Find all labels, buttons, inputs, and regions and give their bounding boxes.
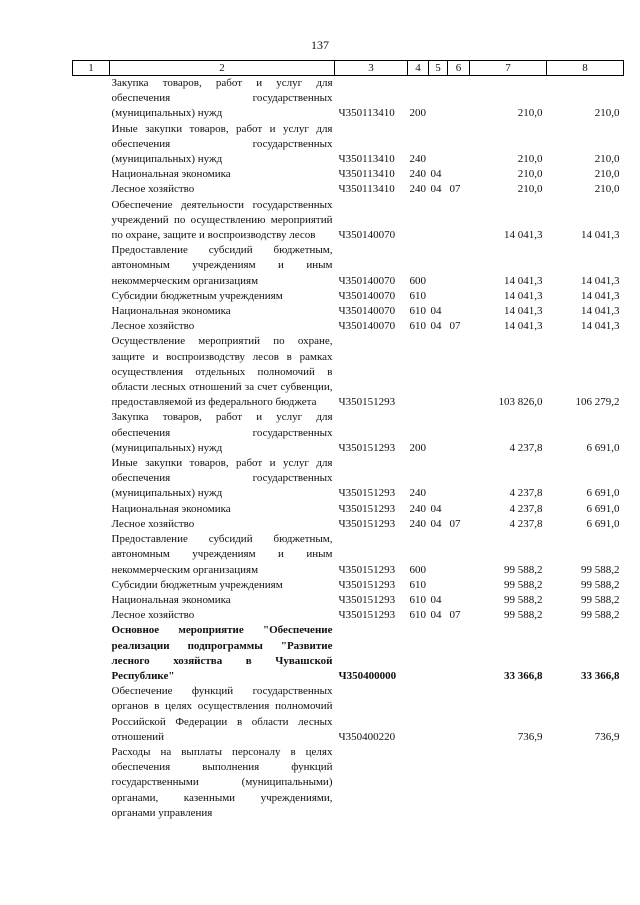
description-cell: Национальная экономика — [111, 305, 231, 318]
expense-type-cell: 200 — [409, 441, 426, 454]
amount-col7-cell: 99 588,2 — [504, 593, 543, 606]
section-cell — [429, 578, 448, 593]
section-cell — [429, 410, 448, 456]
subsection-cell — [448, 578, 470, 593]
expense-type-cell: 240 — [409, 153, 426, 166]
expense-type-cell: 610 — [409, 289, 426, 302]
column-header-1: 1 — [73, 61, 110, 76]
expense-type-cell: 200 — [409, 107, 426, 120]
table-row — [73, 319, 624, 334]
target-code-cell: Ч350151293 — [338, 578, 396, 591]
amount-col8-cell: 210,0 — [594, 183, 620, 196]
column-header-4: 4 — [408, 61, 429, 76]
description-cell: Лесное хозяйство — [111, 517, 195, 530]
page-number: 137 — [311, 38, 329, 52]
description-cell: Иные закупки товаров, работ и услуг для обеспечения государственных (муниципальных) нужд — [111, 122, 333, 166]
section-cell: 04 — [430, 183, 442, 196]
amount-col8-cell: 99 588,2 — [581, 578, 620, 591]
target-code-cell: Ч350140070 — [338, 305, 396, 318]
target-code-cell: Ч350140070 — [338, 274, 396, 287]
amount-col8-cell: 99 588,2 — [581, 609, 620, 622]
subsection-cell — [448, 684, 470, 745]
expense-type-cell — [408, 684, 429, 745]
expense-type-cell: 610 — [409, 609, 426, 622]
target-code-cell — [335, 745, 408, 821]
table-row — [73, 593, 624, 608]
description-cell: Осуществление мероприятий по охране, защите и воспроизводству лесов в рамках осуществления отдельных полномочий в области лесных отношений за счет субвенции, предоставляемой из федерального бюджета — [111, 335, 333, 409]
expense-type-cell: 240 — [409, 487, 426, 500]
amount-col7-cell: 14 041,3 — [504, 289, 543, 302]
amount-col8-cell: 6 691,0 — [586, 517, 620, 530]
amount-col7-cell: 4 237,8 — [509, 502, 543, 515]
expense-type-cell — [408, 334, 429, 410]
description-cell: Лесное хозяйство — [111, 609, 195, 622]
section-cell — [429, 76, 448, 122]
target-code-cell: Ч350113410 — [338, 153, 395, 166]
expense-type-cell: 240 — [409, 517, 426, 530]
subsection-cell — [448, 122, 470, 168]
row-number-cell — [73, 608, 110, 623]
table-row — [73, 532, 624, 578]
amount-col8-cell: 736,9 — [594, 730, 620, 743]
amount-col8-cell: 106 279,2 — [575, 396, 620, 409]
row-number-cell — [73, 623, 110, 684]
amount-col8-cell: 210,0 — [594, 168, 620, 181]
section-cell: 04 — [430, 502, 442, 515]
subsection-cell — [448, 76, 470, 122]
subsection-cell — [448, 289, 470, 304]
amount-col7-cell: 4 237,8 — [509, 441, 543, 454]
expense-type-cell — [408, 745, 429, 821]
table-row — [73, 578, 624, 593]
amount-col7-cell — [470, 745, 547, 821]
section-cell — [429, 745, 448, 821]
subsection-cell — [448, 502, 470, 517]
target-code-cell: Ч350151293 — [338, 609, 396, 622]
description-cell: Обеспечение функций государственных органов в целях осуществления полномочий Российской Федерации в области лесных отношений — [111, 685, 333, 743]
amount-col7-cell: 14 041,3 — [504, 229, 543, 242]
target-code-cell: Ч350400000 — [338, 669, 397, 682]
expense-type-cell: 240 — [409, 183, 426, 196]
row-number-cell — [73, 410, 110, 456]
section-cell — [429, 198, 448, 244]
amount-col8-cell: 33 366,8 — [581, 669, 620, 682]
table-row — [73, 334, 624, 410]
column-header-8: 8 — [547, 61, 624, 76]
target-code-cell: Ч350400220 — [338, 730, 396, 743]
expense-type-cell — [408, 623, 429, 684]
expense-type-cell: 610 — [409, 578, 426, 591]
target-code-cell: Ч350140070 — [338, 229, 396, 242]
row-number-cell — [73, 456, 110, 502]
table-row — [73, 289, 624, 304]
description-cell: Национальная экономика — [111, 593, 231, 606]
table-row — [73, 167, 624, 182]
section-cell: 04 — [430, 320, 442, 333]
column-header-5: 5 — [429, 61, 448, 76]
row-number-cell — [73, 502, 110, 517]
description-cell: Субсидии бюджетным учреждениям — [111, 289, 283, 302]
target-code-cell: Ч350113410 — [338, 183, 395, 196]
amount-col7-cell: 99 588,2 — [504, 578, 543, 591]
description-cell: Предоставление субсидий бюджетным, автономным учреждениям и иным некоммерческим организациям — [111, 533, 333, 576]
amount-col7-cell: 4 237,8 — [509, 517, 543, 530]
section-cell — [429, 456, 448, 502]
subsection-cell — [448, 167, 470, 182]
amount-col7-cell: 14 041,3 — [504, 305, 543, 318]
description-cell: Основное мероприятие "Обеспечение реализации подпрограммы "Развитие лесного хозяйства в Чувашской Республике" — [111, 624, 333, 682]
row-number-cell — [73, 182, 110, 197]
row-number-cell — [73, 122, 110, 168]
subsection-cell — [448, 532, 470, 578]
description-cell: Лесное хозяйство — [111, 320, 195, 333]
amount-col8-cell: 14 041,3 — [581, 320, 620, 333]
target-code-cell: Ч350140070 — [338, 289, 396, 302]
row-number-cell — [73, 289, 110, 304]
expense-type-cell: 240 — [409, 502, 426, 515]
amount-col8-cell: 6 691,0 — [586, 487, 620, 500]
amount-col7-cell: 210,0 — [517, 153, 543, 166]
row-number-cell — [73, 304, 110, 319]
amount-col7-cell: 210,0 — [517, 183, 543, 196]
amount-col7-cell: 736,9 — [517, 730, 543, 743]
amount-col8-cell: 14 041,3 — [581, 229, 620, 242]
subsection-cell — [448, 334, 470, 410]
target-code-cell: Ч350151293 — [338, 396, 396, 409]
target-code-cell: Ч350113410 — [338, 107, 395, 120]
subsection-cell — [448, 456, 470, 502]
description-cell: Лесное хозяйство — [111, 183, 195, 196]
column-header-2: 2 — [110, 61, 335, 76]
description-cell: Национальная экономика — [111, 168, 231, 181]
subsection-cell — [448, 243, 470, 289]
column-header-3: 3 — [335, 61, 408, 76]
row-number-cell — [73, 578, 110, 593]
amount-col8-cell: 99 588,2 — [581, 593, 620, 606]
amount-col7-cell: 99 588,2 — [504, 563, 543, 576]
section-cell — [429, 289, 448, 304]
section-cell: 04 — [430, 593, 442, 606]
subsection-cell — [448, 623, 470, 684]
subsection-cell — [448, 745, 470, 821]
table-row — [73, 745, 624, 821]
subsection-cell: 07 — [449, 320, 461, 333]
column-header-7: 7 — [470, 61, 547, 76]
table-row — [73, 76, 624, 122]
section-cell: 04 — [430, 305, 442, 318]
table-body — [73, 76, 624, 821]
table-row — [73, 198, 624, 244]
expense-type-cell: 610 — [409, 305, 426, 318]
description-cell: Национальная экономика — [111, 502, 231, 515]
row-number-cell — [73, 243, 110, 289]
amount-col8-cell: 99 588,2 — [581, 563, 620, 576]
row-number-cell — [73, 319, 110, 334]
target-code-cell: Ч350151293 — [338, 502, 396, 515]
row-number-cell — [73, 167, 110, 182]
section-cell — [429, 334, 448, 410]
description-cell: Расходы на выплаты персоналу в целях обеспечения выполнения функций государственными (муниципальными) органами, казенными учреждениями, органами управления — [111, 745, 333, 819]
amount-col8-cell: 6 691,0 — [586, 502, 620, 515]
amount-col8-cell: 210,0 — [594, 107, 620, 120]
section-cell — [429, 623, 448, 684]
description-cell: Предоставление субсидий бюджетным, автономным учреждениям и иным некоммерческим организациям — [111, 244, 333, 287]
row-number-cell — [73, 532, 110, 578]
row-number-cell — [73, 517, 110, 532]
table-row — [73, 122, 624, 168]
description-cell: Иные закупки товаров, работ и услуг для обеспечения государственных (муниципальных) нужд — [111, 457, 333, 500]
target-code-cell: Ч350140070 — [338, 320, 396, 333]
section-cell — [429, 684, 448, 745]
amount-col8-cell: 210,0 — [594, 153, 620, 166]
subsection-cell: 07 — [449, 517, 461, 530]
table-row — [73, 182, 624, 197]
section-cell: 04 — [430, 168, 442, 181]
target-code-cell: Ч350151293 — [338, 593, 396, 606]
target-code-cell: Ч350151293 — [338, 517, 396, 530]
table-header-row — [73, 61, 624, 76]
amount-col8-cell: 14 041,3 — [581, 274, 620, 287]
table-row — [73, 623, 624, 684]
subsection-cell — [448, 410, 470, 456]
amount-col7-cell: 14 041,3 — [504, 274, 543, 287]
row-number-cell — [73, 745, 110, 821]
table-row — [73, 608, 624, 623]
amount-col8-cell: 14 041,3 — [581, 289, 620, 302]
description-cell: Закупка товаров, работ и услуг для обеспечения государственных (муниципальных) нужд — [111, 77, 333, 120]
subsection-cell: 07 — [449, 183, 461, 196]
table-row — [73, 304, 624, 319]
expense-type-cell: 610 — [409, 593, 426, 606]
row-number-cell — [73, 684, 110, 745]
amount-col7-cell: 210,0 — [517, 168, 543, 181]
description-cell: Обеспечение деятельности государственных учреждений по осуществлению мероприятий по охране, защите и воспроизводству лесов — [111, 198, 333, 242]
expense-type-cell — [408, 198, 429, 244]
section-cell — [429, 122, 448, 168]
description-cell: Субсидии бюджетным учреждениям — [111, 578, 283, 591]
row-number-cell — [73, 76, 110, 122]
amount-col7-cell: 99 588,2 — [504, 609, 543, 622]
table-row — [73, 410, 624, 456]
amount-col7-cell: 4 237,8 — [509, 487, 543, 500]
amount-col7-cell: 33 366,8 — [504, 669, 543, 682]
row-number-cell — [73, 334, 110, 410]
section-cell: 04 — [430, 517, 442, 530]
target-code-cell: Ч350151293 — [338, 441, 396, 454]
expense-type-cell: 600 — [409, 563, 426, 576]
subsection-cell — [448, 304, 470, 319]
section-cell: 04 — [430, 609, 442, 622]
subsection-cell: 07 — [449, 609, 461, 622]
subsection-cell — [448, 198, 470, 244]
table-row — [73, 243, 624, 289]
table-row — [73, 517, 624, 532]
amount-col7-cell: 14 041,3 — [504, 320, 543, 333]
amount-col8-cell: 14 041,3 — [581, 305, 620, 318]
target-code-cell: Ч350113410 — [338, 168, 395, 181]
table-row — [73, 502, 624, 517]
table-row — [73, 684, 624, 745]
row-number-cell — [73, 593, 110, 608]
target-code-cell: Ч350151293 — [338, 487, 396, 500]
amount-col7-cell: 103 826,0 — [498, 396, 543, 409]
budget-table — [72, 60, 624, 821]
table-row — [73, 456, 624, 502]
row-number-cell — [73, 198, 110, 244]
amount-col7-cell: 210,0 — [517, 107, 543, 120]
expense-type-cell: 610 — [409, 320, 426, 333]
expense-type-cell: 240 — [409, 168, 426, 181]
section-cell — [429, 532, 448, 578]
description-cell: Закупка товаров, работ и услуг для обеспечения государственных (муниципальных) нужд — [111, 411, 333, 454]
target-code-cell: Ч350151293 — [338, 563, 396, 576]
amount-col8-cell: 6 691,0 — [586, 441, 620, 454]
subsection-cell — [448, 593, 470, 608]
amount-col8-cell — [547, 745, 624, 821]
column-header-6: 6 — [448, 61, 470, 76]
section-cell — [429, 243, 448, 289]
expense-type-cell: 600 — [409, 274, 426, 287]
